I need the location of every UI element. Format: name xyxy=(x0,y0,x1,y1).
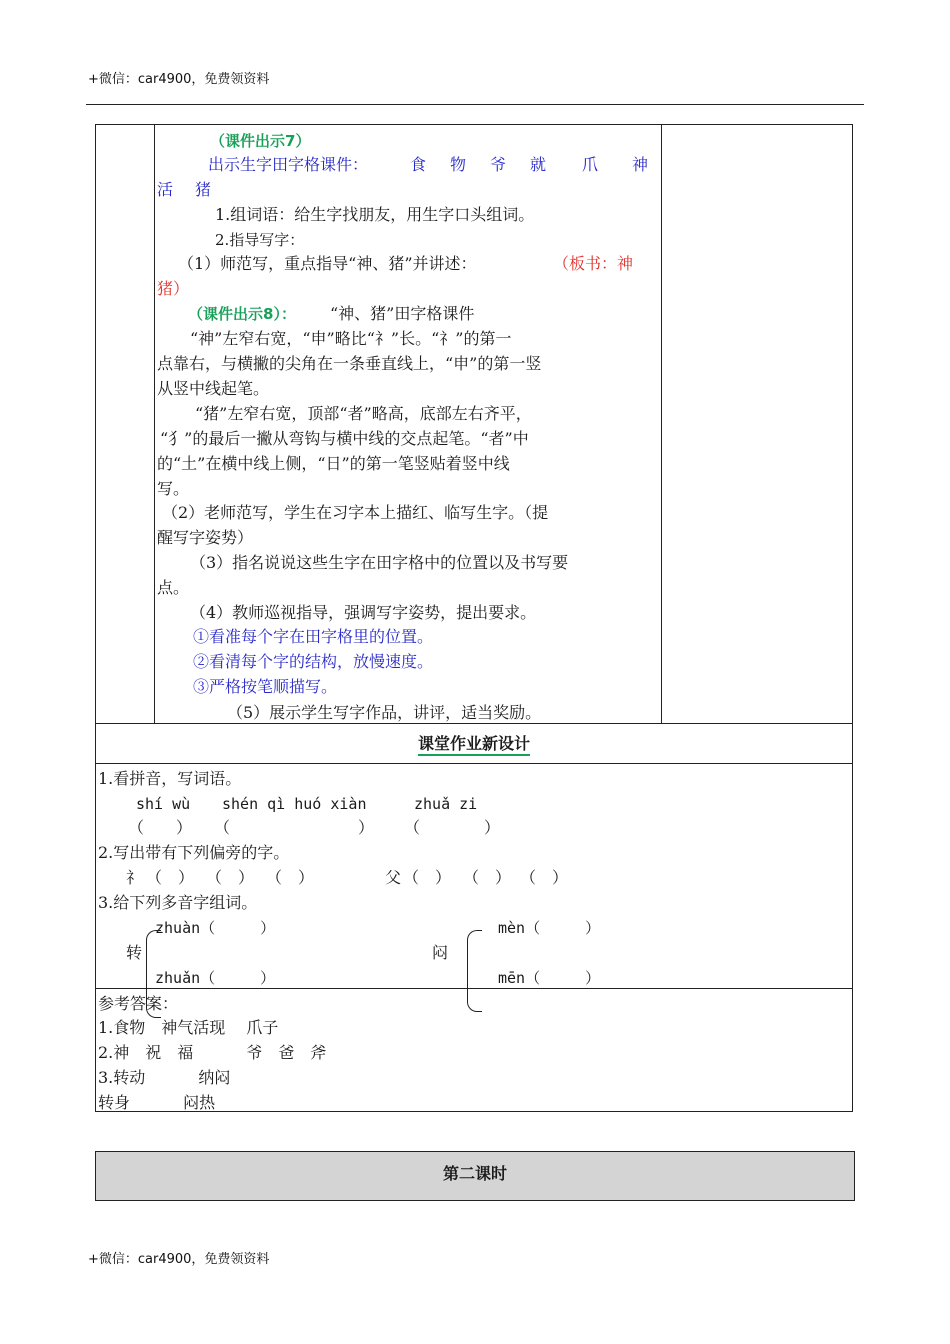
char-ye: 爷 xyxy=(490,155,507,174)
ppt-8-text: “神、猪”田字格课件 xyxy=(330,304,475,323)
zhu-desc-3: 的“土”在横中线上侧，“日”的第一笔竖贴着竖中线 xyxy=(157,454,510,473)
men4-blank[interactable]: mèn（ ） xyxy=(498,919,601,937)
pinyin-shiwu: shí wù xyxy=(136,795,191,813)
char-shi: 食 xyxy=(410,155,427,174)
step-1: 1.组词语：给生字找朋友，用生字口头组词。 xyxy=(215,205,535,224)
answer-2: 2.神 祝 福 爷 爸 斧 xyxy=(98,1043,327,1062)
answer-4: 转身 闷热 xyxy=(98,1093,216,1112)
sub-step-4: （4）教师巡视指导，强调写字姿势，提出要求。 xyxy=(190,603,537,622)
shen-desc-3: 从竖中线起笔。 xyxy=(157,379,270,398)
top-header-text: +微信：car4900，免费领资料 xyxy=(88,72,270,87)
pinyin-zhuazi: zhuǎ zi xyxy=(414,795,478,813)
radical-shi-blank-2[interactable]: （ ） xyxy=(206,868,255,887)
polyphone-men: 闷 xyxy=(432,943,449,962)
question-3: 3.给下列多音字组词。 xyxy=(98,893,258,912)
radical-fu-blank-2[interactable]: （ ） xyxy=(463,868,512,887)
shen-desc-1: “神”左窄右宽，“申”略比“礻”长。“礻”的第一 xyxy=(190,329,512,348)
sub-step-5: （5）展示学生写字作品，讲评，适当奖励。 xyxy=(227,703,542,722)
sub-step-3a: （3）指名说说这些生字在田字格中的位置以及书写要 xyxy=(190,553,569,572)
answers-title: 参考答案： xyxy=(98,994,179,1013)
zhuan4-blank[interactable]: zhuàn（ ） xyxy=(155,919,276,937)
char-shen: 神 xyxy=(632,155,649,174)
radical-fu: 父 xyxy=(385,868,402,887)
zhu-desc-1: “猪”左窄右宽，顶部“者”略高，底部左右齐平， xyxy=(195,404,532,423)
header-divider xyxy=(86,104,864,105)
answer-3: 3.转动 纳闷 xyxy=(98,1068,231,1087)
question-1: 1.看拼音，写词语。 xyxy=(98,769,242,788)
char-wu: 物 xyxy=(450,155,467,174)
answer-1: 1.食物 神气活现 爪子 xyxy=(98,1018,279,1037)
ppt-8-label: （课件出示8）： xyxy=(188,305,296,323)
radical-shi: 礻 xyxy=(126,868,143,887)
homework-title: 课堂作业新设计 xyxy=(95,731,853,754)
sub-step-3b: 点。 xyxy=(157,578,190,597)
col-divider-right xyxy=(661,124,662,724)
radical-fu-blank-1[interactable]: （ ） xyxy=(403,868,452,887)
chars-intro: 出示生字田字格课件： xyxy=(208,155,369,174)
char-zhu: 猪 xyxy=(195,180,212,199)
men1-blank[interactable]: mēn（ ） xyxy=(498,969,601,987)
requirement-1: ①看准每个字在田字格里的位置。 xyxy=(193,627,434,646)
zhu-desc-2: “犭”的最后一撇从弯钩与横中线的交点起笔。“者”中 xyxy=(160,429,529,448)
board-note: （板书：神 xyxy=(553,254,634,273)
ppt-7-label: （课件出示7） xyxy=(210,132,311,150)
second-lesson-title: 第二课时 xyxy=(442,1164,507,1183)
zhuan3-blank[interactable]: zhuǎn（ ） xyxy=(155,969,276,987)
zhu-desc-4: 写。 xyxy=(157,479,190,498)
char-zhua: 爪 xyxy=(582,155,599,174)
answer-blank-1[interactable]: （ ） xyxy=(128,818,193,837)
sub-step-2a: （2）老师范写，学生在习字本上描红、临写生字。（提 xyxy=(162,503,549,522)
radical-fu-blank-3[interactable]: （ ） xyxy=(520,868,569,887)
radical-shi-blank-3[interactable]: （ ） xyxy=(266,868,315,887)
char-huo: 活 xyxy=(157,180,174,199)
requirement-2: ②看清每个字的结构，放慢速度。 xyxy=(193,652,434,671)
step-2: 2.指导写字： xyxy=(215,231,305,249)
radical-shi-blank-1[interactable]: （ ） xyxy=(146,868,195,887)
board-note-cont: 猪） xyxy=(157,279,190,298)
char-jiu: 就 xyxy=(530,155,547,174)
requirement-3: ③严格按笔顺描写。 xyxy=(193,677,338,696)
polyphone-zhuan: 转 xyxy=(126,943,143,962)
answer-blank-2[interactable]: （ ） xyxy=(214,818,375,837)
pinyin-shenqihuoxian: shén qì huó xiàn xyxy=(222,795,367,813)
sub-step-2b: 醒写字姿势） xyxy=(157,528,254,547)
shen-desc-2: 点靠右，与横撇的尖角在一条垂直线上，“申”的第一竖 xyxy=(157,354,542,373)
col-divider-left xyxy=(154,124,155,724)
sub-step-1: （1）师范写，重点指导“神、猪”并讲述： xyxy=(178,254,477,273)
row-divider-2 xyxy=(95,763,853,764)
brace-men xyxy=(467,930,482,1012)
question-2: 2.写出带有下列偏旁的字。 xyxy=(98,843,290,862)
bottom-footer-text: +微信：car4900，免费领资料 xyxy=(88,1252,270,1267)
answer-blank-3[interactable]: （ ） xyxy=(404,818,501,837)
